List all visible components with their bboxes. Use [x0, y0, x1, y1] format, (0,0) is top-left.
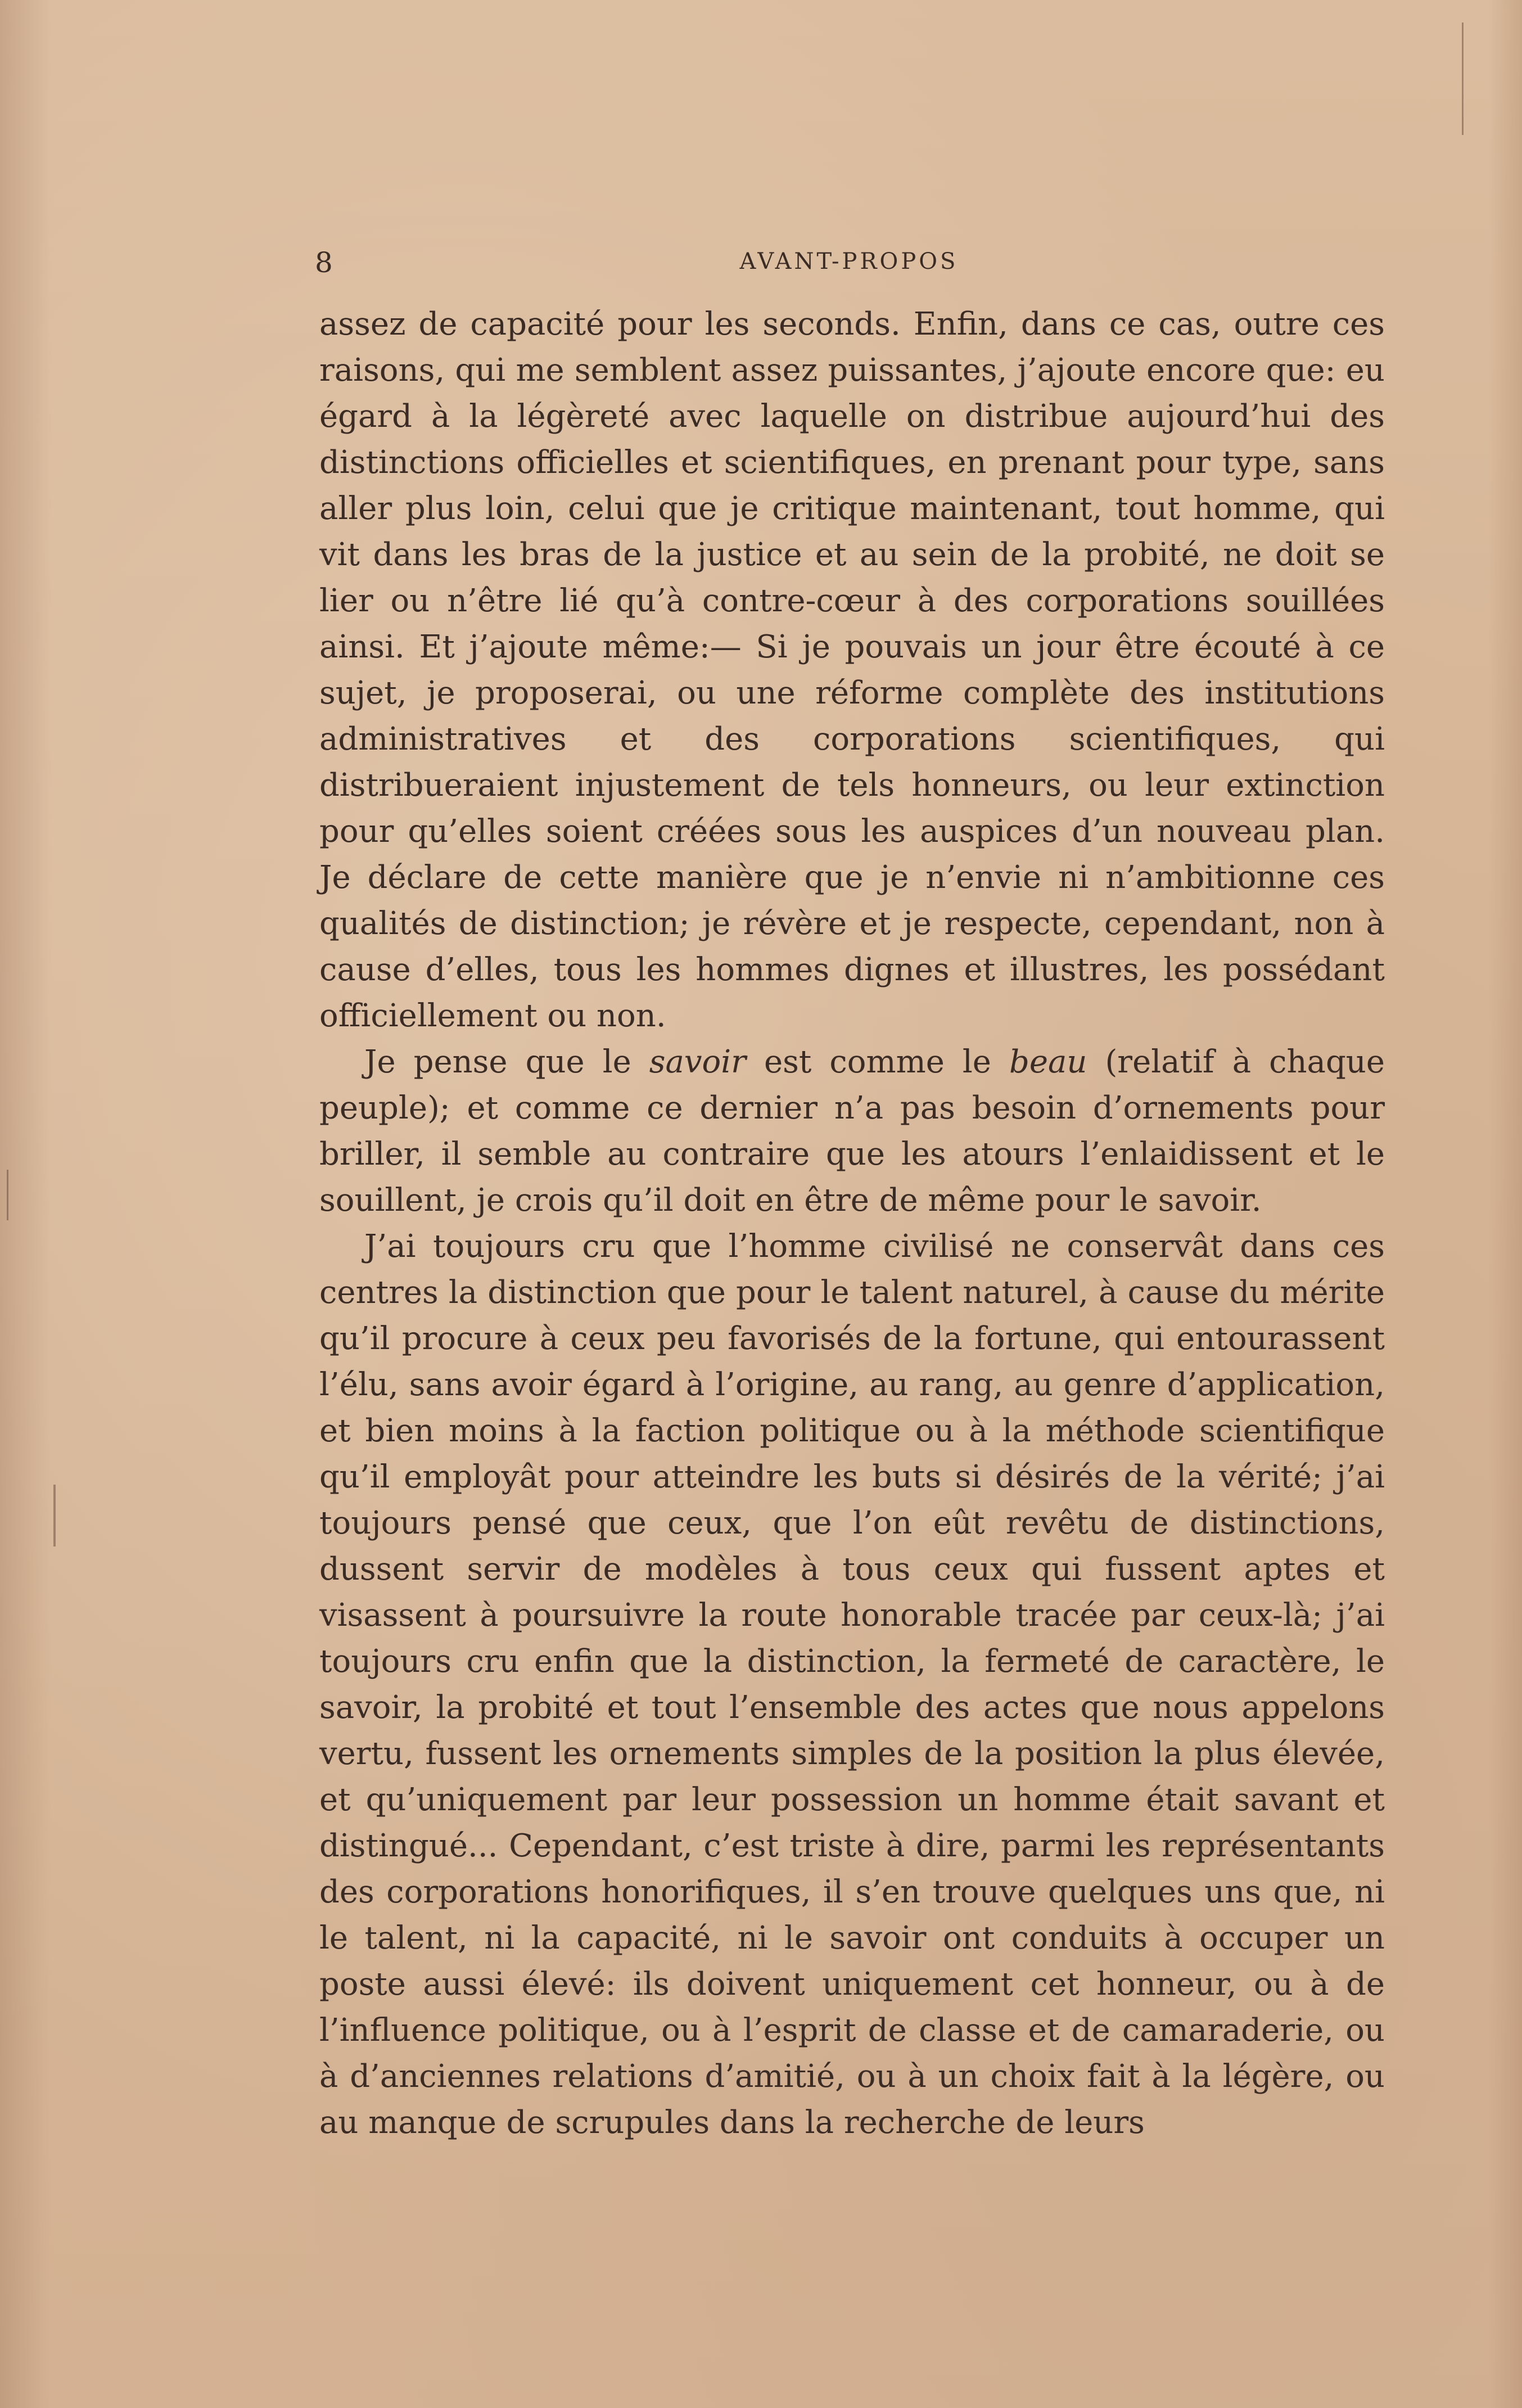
page-number: 8	[315, 246, 335, 279]
stray-mark	[1462, 22, 1464, 135]
page-header	[315, 246, 1383, 280]
italic-savoir: savoir	[649, 1044, 746, 1080]
paragraph-3: J’ai toujours cru que l’homme civilisé ne conservât dans ces centres la distinction que pour le talent naturel, à cause du mérite qu’il procure à ceux peu favorisés de la fortune, qui entourassent l’élu, sans avoir égard à l’origine, au rang, au genre d’application, et bien moins à la faction politique ou à la méthode scientifique qu’il employât pour atteindre les buts si désirés de la vérité; j’ai toujours pensé que ceux, que l’on eût revêtu de distinctions, dussent servir de modèles à tous ceux qui fussent aptes et visassent à poursuivre la route honorable tracée par ceux-là; j’ai toujours cru enfin que la distinction, la fermeté de caractère, le savoir, la probité et tout l’ensemble des actes que nous appelons vertu, fussent les ornements simples de la position la plus élevée, et qu’uniquement par leur possession un homme était savant et distingué... Cependant, c’est triste à dire, parmi les représentants des corporations honorifiques, il s’en trouve quelques uns que, ni le talent, ni la capacité, ni le savoir ont conduits à occuper un poste aussi élevé: ils doivent uniquement cet honneur, ou à de l’influence politique, ou à l’esprit de classe et de camaraderie, ou à d’anciennes relations d’amitié, ou à un choix fait à la légère, ou au manque de scrupules dans la recherche de leurs	[319, 1228, 1385, 2141]
italic-beau: beau	[1009, 1044, 1087, 1080]
paragraph-2-part-a: Je pense que le	[364, 1044, 649, 1080]
stray-mark	[7, 1170, 8, 1220]
paragraph-2	[319, 1039, 1385, 1224]
stray-mark	[53, 1485, 56, 1546]
paragraph-1: assez de capacité pour les seconds. Enfin, dans ce cas, outre ces raisons, qui me semblent assez puissantes, j’ajoute encore que: eu égard à la légèreté avec laquelle on distribue aujourd’hui des distinctions officielles et scientifiques, en prenant pour type, sans aller plus loin, celui que je critique maintenant, tout homme, qui vit dans les bras de la justice et au sein de la probité, ne doit se lier ou n’être lié qu’à contre-cœur à des corporations souillées ainsi. Et j’ajoute même:— Si je pouvais un jour être écouté à ce sujet, je proposerai, ou une réforme complète des institutions administratives et des corporations scientifiques, qui distribueraient injustement de tels honneurs, ou leur extinction pour qu’elles soient créées sous les auspices d’un nouveau plan. Je déclare de cette manière que je n’envie ni n’ambitionne ces qualités de distinction; je révère et je respecte, cependant, non à cause d’elles, tous les hommes dignes et illustres, les possédant officiellement ou non.	[319, 306, 1385, 1034]
page-right-edge-shadow	[1488, 0, 1522, 2408]
body-text	[319, 301, 1385, 2146]
running-title: AVANT-PROPOS	[739, 249, 959, 274]
paragraph-2-part-b: est comme le	[746, 1044, 1009, 1080]
paragraph-2-part-c: (relatif à chaque peuple); et comme ce dernier n’a pas besoin d’ornements pour briller, il semble au contraire que les atours l’enlaidissent et le souillent, je crois qu’il doit en être de même pour le savoir.	[319, 1044, 1385, 1219]
